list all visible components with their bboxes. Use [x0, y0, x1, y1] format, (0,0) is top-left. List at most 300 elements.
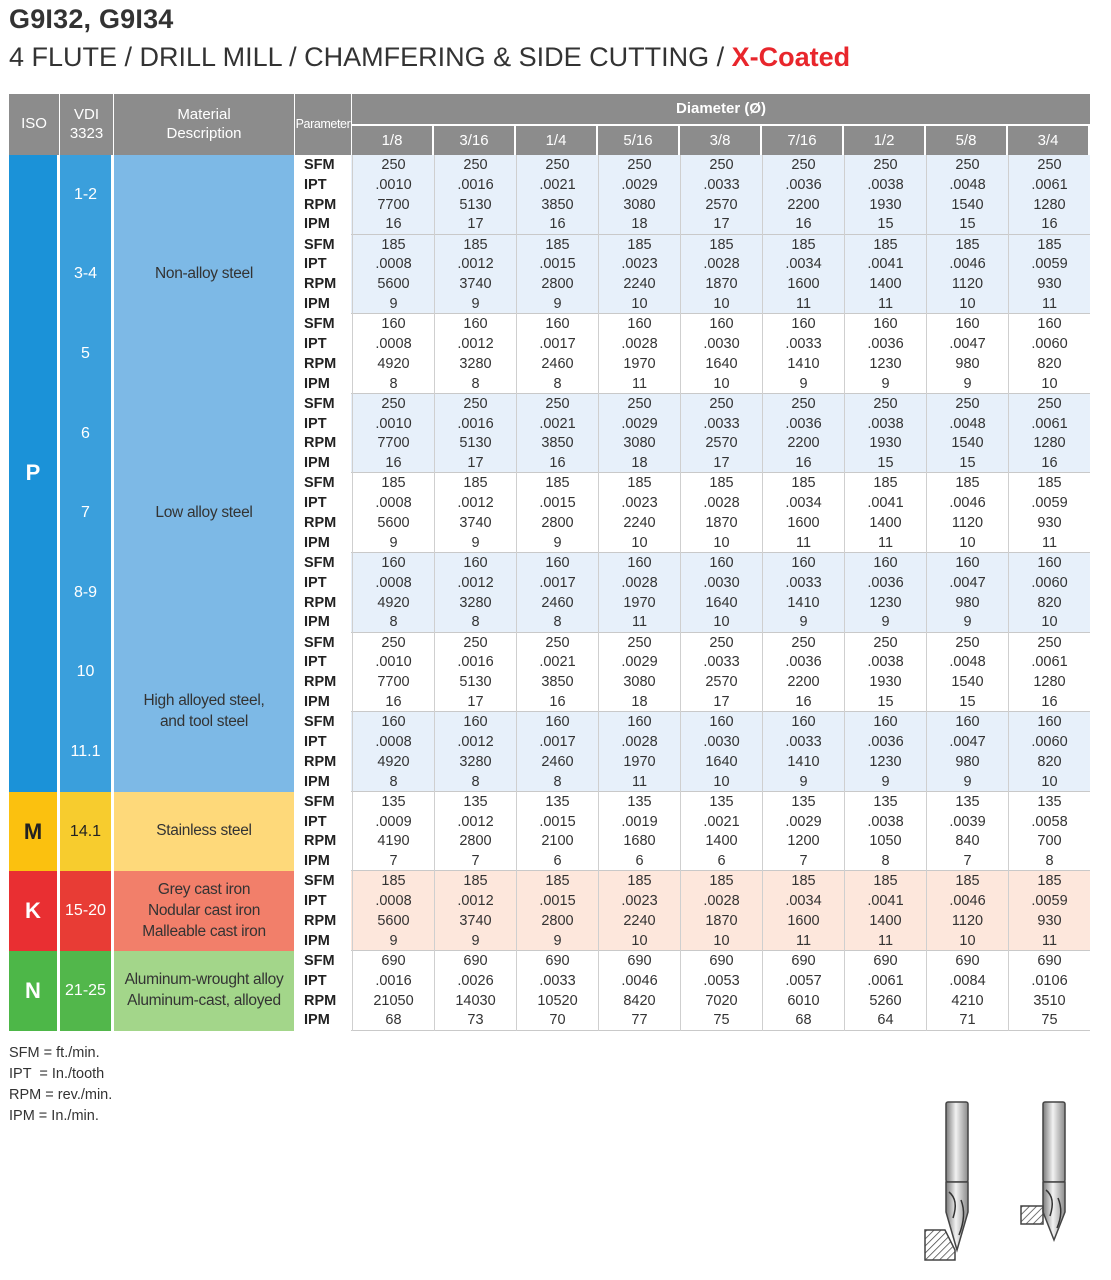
cell-value: 1050 [869, 833, 902, 850]
cell-value: 70 [549, 1012, 566, 1029]
cell-value: 185 [463, 873, 488, 890]
chamfer-tool-icon [915, 1100, 985, 1265]
cell-value: 250 [873, 634, 898, 651]
parameter-label: IPM [304, 534, 330, 551]
cell-value: 73 [467, 1012, 484, 1029]
cell-value: 1280 [1033, 435, 1066, 452]
cell-value: .0012 [457, 335, 494, 352]
cell-value: .0010 [375, 176, 412, 193]
cell-value: 820 [1037, 594, 1062, 611]
material-description: Grey cast iron Nodular cast iron Malleable cast iron [114, 871, 294, 951]
cell-value: 16 [549, 455, 566, 472]
cell-value: 1930 [869, 435, 902, 452]
cell-value: 8 [553, 614, 562, 631]
cell-value: .0015 [539, 893, 576, 910]
parameter-label: SFM [304, 555, 335, 571]
cell-value: .0008 [375, 893, 412, 910]
cell-value: 185 [873, 236, 898, 253]
cell-value: 185 [627, 873, 652, 890]
cell-value: 5600 [377, 514, 410, 531]
cell-value: 8 [389, 773, 398, 790]
cell-value: 3740 [459, 514, 492, 531]
cell-value: 250 [545, 395, 570, 412]
cell-value: 6 [635, 853, 644, 870]
table-row [294, 473, 1090, 553]
parameter-label: RPM [304, 355, 337, 372]
cell-value: 135 [463, 793, 488, 810]
cell-value: 2570 [705, 435, 738, 452]
cell-value: 9 [471, 932, 480, 949]
value-column [926, 394, 1008, 474]
parameter-label: SFM [304, 236, 335, 253]
cell-value: 250 [955, 157, 980, 173]
value-column [1008, 235, 1090, 315]
cell-value: 6 [717, 853, 726, 870]
cell-value: .0016 [375, 972, 412, 989]
vdi-code: 7 [60, 473, 113, 553]
value-column [762, 314, 844, 394]
value-column [1008, 712, 1090, 792]
value-column [1008, 155, 1090, 235]
cell-value: 17 [713, 455, 730, 472]
parameter-label: IPT [304, 256, 327, 273]
cell-value: 160 [463, 555, 488, 571]
cell-value: 185 [709, 873, 734, 890]
cell-value: 160 [381, 316, 406, 333]
cell-value: 17 [713, 693, 730, 710]
parameter-labels [294, 633, 351, 713]
parameter-label: SFM [304, 475, 335, 492]
cell-value: .0047 [949, 733, 986, 750]
table-body [9, 155, 1090, 1031]
value-column [844, 633, 926, 713]
cell-value: 8 [389, 614, 398, 631]
cell-value: 5600 [377, 276, 410, 293]
cell-value: 250 [791, 157, 816, 173]
cell-value: 2800 [541, 912, 574, 929]
vdi-code: 21-25 [60, 951, 113, 1031]
cell-value: 160 [709, 714, 734, 731]
value-column [352, 553, 434, 633]
cell-value: 160 [1037, 555, 1062, 571]
cell-value: 11 [795, 295, 812, 312]
value-column [762, 553, 844, 633]
cell-value: 160 [545, 714, 570, 731]
cell-value: 16 [795, 693, 812, 710]
cell-value: 21050 [373, 992, 414, 1009]
cell-value: .0008 [375, 256, 412, 273]
cell-value: 690 [627, 953, 652, 969]
cell-value: 1870 [705, 276, 738, 293]
cell-value: 15 [959, 455, 976, 472]
cell-value: .0012 [457, 495, 494, 512]
cell-value: 160 [873, 555, 898, 571]
cell-value: 18 [631, 693, 648, 710]
parameter-label: RPM [304, 435, 337, 452]
cell-value: .0026 [457, 972, 494, 989]
parameter-label: SFM [304, 395, 335, 412]
value-column [598, 871, 680, 951]
cell-value: 980 [955, 753, 980, 770]
cell-value: 185 [381, 873, 406, 890]
value-column [762, 235, 844, 315]
cell-value: 3510 [1033, 992, 1066, 1009]
value-column [434, 633, 516, 713]
side-cutting-tool-icon [1015, 1100, 1085, 1245]
cell-value: .0039 [949, 813, 986, 830]
cell-value: 1230 [869, 355, 902, 372]
parameter-label: IPT [304, 893, 327, 910]
parameter-label: IPT [304, 176, 327, 193]
cell-value: 5260 [869, 992, 902, 1009]
cell-value: .0021 [539, 415, 576, 432]
cell-value: 11 [1041, 295, 1058, 312]
cell-value: .0017 [539, 733, 576, 750]
cell-value: 16 [1041, 693, 1058, 710]
cell-value: .0059 [1031, 893, 1068, 910]
cell-value: 980 [955, 594, 980, 611]
cell-value: 250 [955, 634, 980, 651]
cell-value: 1930 [869, 196, 902, 213]
cell-value: .0033 [703, 415, 740, 432]
header-diameter: Diameter (Ø) [352, 94, 1090, 124]
cell-value: 10 [713, 932, 730, 949]
parameter-label: IPM [304, 295, 330, 312]
cell-value: 8420 [623, 992, 656, 1009]
value-column [516, 235, 598, 315]
cell-value: 2200 [787, 196, 820, 213]
parameter-labels [294, 473, 351, 553]
cell-value: .0019 [621, 813, 658, 830]
cell-value: 11 [877, 932, 894, 949]
cell-value: 160 [463, 714, 488, 731]
cell-value: 9 [963, 614, 972, 631]
cell-value: 10 [631, 534, 648, 551]
value-column [516, 633, 598, 713]
cell-value: 250 [463, 395, 488, 412]
parameter-label: IPT [304, 813, 327, 830]
cell-value: 17 [467, 693, 484, 710]
value-column [844, 871, 926, 951]
cell-value: 4920 [377, 753, 410, 770]
cell-value: 1400 [869, 276, 902, 293]
cell-value: 1230 [869, 753, 902, 770]
cell-value: .0038 [867, 415, 904, 432]
cell-value: 18 [631, 216, 648, 233]
value-column [926, 712, 1008, 792]
cell-value: 690 [955, 953, 980, 969]
value-column [680, 155, 762, 235]
cell-value: .0023 [621, 256, 658, 273]
cell-value: 3850 [541, 674, 574, 691]
value-column [844, 394, 926, 474]
cell-value: 16 [1041, 455, 1058, 472]
cell-value: 160 [955, 555, 980, 571]
value-column [680, 951, 762, 1031]
vdi-code: 6 [60, 394, 113, 474]
parameter-label: SFM [304, 714, 335, 731]
cell-value: 160 [709, 555, 734, 571]
cell-value: .0048 [949, 176, 986, 193]
value-column [352, 712, 434, 792]
cell-value: 690 [873, 953, 898, 969]
cell-value: 16 [795, 455, 812, 472]
cell-value: 9 [963, 773, 972, 790]
value-column [516, 712, 598, 792]
cell-value: 75 [1041, 1012, 1058, 1029]
parameter-label: IPM [304, 455, 330, 472]
cell-value: 135 [545, 793, 570, 810]
value-column [352, 871, 434, 951]
parameter-label: IPM [304, 693, 330, 710]
cell-value: 250 [791, 634, 816, 651]
value-column [434, 951, 516, 1031]
subtitle-part-application: CHAMFERING & SIDE CUTTING [304, 42, 710, 72]
cell-value: .0015 [539, 256, 576, 273]
value-column [926, 235, 1008, 315]
cell-value: .0038 [867, 654, 904, 671]
parameter-labels [294, 951, 351, 1031]
cell-value: 8 [471, 614, 480, 631]
cell-value: 185 [791, 236, 816, 253]
cell-value: 250 [791, 395, 816, 412]
parameter-label: IPM [304, 773, 330, 790]
table-row [294, 951, 1090, 1031]
cell-value: 1280 [1033, 674, 1066, 691]
value-column [352, 394, 434, 474]
cell-value: 185 [955, 236, 980, 253]
cell-value: 3850 [541, 435, 574, 452]
cell-value: 3280 [459, 753, 492, 770]
value-column [762, 473, 844, 553]
value-column [434, 314, 516, 394]
cell-value: 5600 [377, 912, 410, 929]
cell-value: 250 [627, 395, 652, 412]
vdi-code: 10 [60, 633, 113, 713]
cell-value: 1280 [1033, 196, 1066, 213]
value-column [598, 553, 680, 633]
iso-group-m: M [9, 792, 59, 872]
value-column [926, 951, 1008, 1031]
value-column [926, 473, 1008, 553]
subtitle-part-flute: 4 FLUTE [9, 42, 118, 72]
cell-value: 10 [631, 932, 648, 949]
cell-value: 2240 [623, 514, 656, 531]
cell-value: 15 [877, 693, 894, 710]
parameter-label: IPM [304, 1012, 330, 1029]
value-column [844, 712, 926, 792]
cell-value: .0030 [703, 335, 740, 352]
cell-value: 1540 [951, 674, 984, 691]
value-column [1008, 871, 1090, 951]
subtitle-part-type: DRILL MILL [139, 42, 282, 72]
product-subtitle [9, 42, 850, 73]
table-header [9, 94, 1090, 155]
table-row [294, 871, 1090, 951]
cell-value: 10 [959, 295, 976, 312]
value-column [844, 792, 926, 872]
cell-value: 1120 [951, 912, 984, 929]
cell-value: 4920 [377, 594, 410, 611]
cell-value: .0061 [1031, 654, 1068, 671]
cell-value: 1970 [623, 355, 656, 372]
cell-value: 2570 [705, 196, 738, 213]
cell-value: 2460 [541, 753, 574, 770]
cell-value: 185 [1037, 475, 1062, 492]
cell-value: 1400 [705, 833, 738, 850]
cell-value: 10 [713, 614, 730, 631]
cell-value: 135 [709, 793, 734, 810]
cell-value: 135 [955, 793, 980, 810]
parameter-label: IPM [304, 614, 330, 631]
cell-value: .0048 [949, 654, 986, 671]
cell-value: .0061 [1031, 415, 1068, 432]
cell-value: 7 [471, 853, 480, 870]
cell-value: 185 [381, 475, 406, 492]
cell-value: 75 [713, 1012, 730, 1029]
cell-value: 10 [713, 534, 730, 551]
cell-value: 250 [381, 157, 406, 173]
cell-value: .0036 [785, 176, 822, 193]
parameter-labels [294, 871, 351, 951]
table-row [294, 712, 1090, 792]
value-column [844, 155, 926, 235]
cell-value: 9 [553, 295, 562, 312]
cell-value: 8 [881, 853, 890, 870]
cell-value: 15 [959, 693, 976, 710]
cell-value: 690 [381, 953, 406, 969]
cell-value: .0010 [375, 654, 412, 671]
value-column [762, 633, 844, 713]
cell-value: .0008 [375, 495, 412, 512]
cell-value: 6010 [787, 992, 820, 1009]
cell-value: 17 [713, 216, 730, 233]
cell-value: .0017 [539, 574, 576, 591]
cell-value: 185 [545, 236, 570, 253]
cell-value: 2240 [623, 276, 656, 293]
cell-value: 8 [553, 375, 562, 392]
cell-value: 16 [385, 693, 402, 710]
header-size: 1/4 [516, 126, 596, 155]
cell-value: 1680 [623, 833, 656, 850]
cell-value: 2800 [459, 833, 492, 850]
cell-value: 9 [553, 932, 562, 949]
cell-value: .0058 [1031, 813, 1068, 830]
value-column [1008, 473, 1090, 553]
cell-value: 160 [463, 316, 488, 333]
cell-value: 250 [381, 634, 406, 651]
cell-value: 1410 [787, 355, 820, 372]
cell-value: 11 [631, 375, 648, 392]
value-column [1008, 792, 1090, 872]
cell-value: 160 [791, 316, 816, 333]
cell-value: 3280 [459, 594, 492, 611]
cell-value: 9 [799, 614, 808, 631]
cell-value: .0048 [949, 415, 986, 432]
value-column [762, 951, 844, 1031]
cell-value: .0023 [621, 893, 658, 910]
cell-value: 185 [955, 475, 980, 492]
cell-value: 6 [553, 853, 562, 870]
value-column [1008, 633, 1090, 713]
cell-value: 1400 [869, 912, 902, 929]
value-column [598, 394, 680, 474]
cell-value: 185 [791, 873, 816, 890]
value-column [352, 155, 434, 235]
cell-value: 9 [553, 534, 562, 551]
value-column [926, 314, 1008, 394]
parameter-label: RPM [304, 833, 337, 850]
value-column [598, 235, 680, 315]
cell-value: 11 [877, 295, 894, 312]
cell-value: 1870 [705, 912, 738, 929]
cell-value: 980 [955, 355, 980, 372]
value-column [598, 792, 680, 872]
cell-value: .0016 [457, 415, 494, 432]
value-column [598, 712, 680, 792]
cell-value: 690 [545, 953, 570, 969]
cell-value: 1970 [623, 594, 656, 611]
cell-value: .0047 [949, 335, 986, 352]
cell-value: .0046 [949, 495, 986, 512]
table-row [294, 633, 1090, 713]
cell-value: 16 [1041, 216, 1058, 233]
cell-value: 1600 [787, 276, 820, 293]
parameter-label: IPT [304, 415, 327, 432]
cell-value: .0041 [867, 893, 904, 910]
cell-value: 1230 [869, 594, 902, 611]
cell-value: 8 [389, 375, 398, 392]
cell-value: .0060 [1031, 335, 1068, 352]
cell-value: 15 [877, 455, 894, 472]
cell-value: 1410 [787, 594, 820, 611]
cell-value: 8 [471, 375, 480, 392]
cell-value: .0038 [867, 813, 904, 830]
value-column [762, 712, 844, 792]
material-description: High alloyed steel, and tool steel [114, 633, 294, 792]
cell-value: 1600 [787, 912, 820, 929]
cell-value: .0029 [621, 654, 658, 671]
cell-value: 160 [873, 714, 898, 731]
cell-value: .0029 [621, 176, 658, 193]
header-vdi: VDI 3323 [60, 94, 113, 155]
cell-value: 250 [1037, 395, 1062, 412]
value-column [516, 951, 598, 1031]
cell-value: 160 [873, 316, 898, 333]
cell-value: 160 [627, 555, 652, 571]
cell-value: .0060 [1031, 574, 1068, 591]
vdi-code: 3-4 [60, 235, 113, 315]
header-iso: ISO [9, 94, 59, 155]
value-column [516, 871, 598, 951]
parameter-label: RPM [304, 674, 337, 691]
table-row [294, 235, 1090, 315]
cell-value: 64 [877, 1012, 894, 1029]
value-column [680, 394, 762, 474]
header-material: Material Description [114, 94, 294, 155]
cell-value: 16 [385, 216, 402, 233]
value-column [434, 155, 516, 235]
cell-value: 2200 [787, 435, 820, 452]
cell-value: .0015 [539, 495, 576, 512]
cell-value: 7700 [377, 196, 410, 213]
value-column [516, 553, 598, 633]
cell-value: 11 [631, 614, 648, 631]
cell-value: 16 [795, 216, 812, 233]
cell-value: 250 [709, 395, 734, 412]
cell-value: .0033 [785, 733, 822, 750]
cell-value: 185 [545, 873, 570, 890]
